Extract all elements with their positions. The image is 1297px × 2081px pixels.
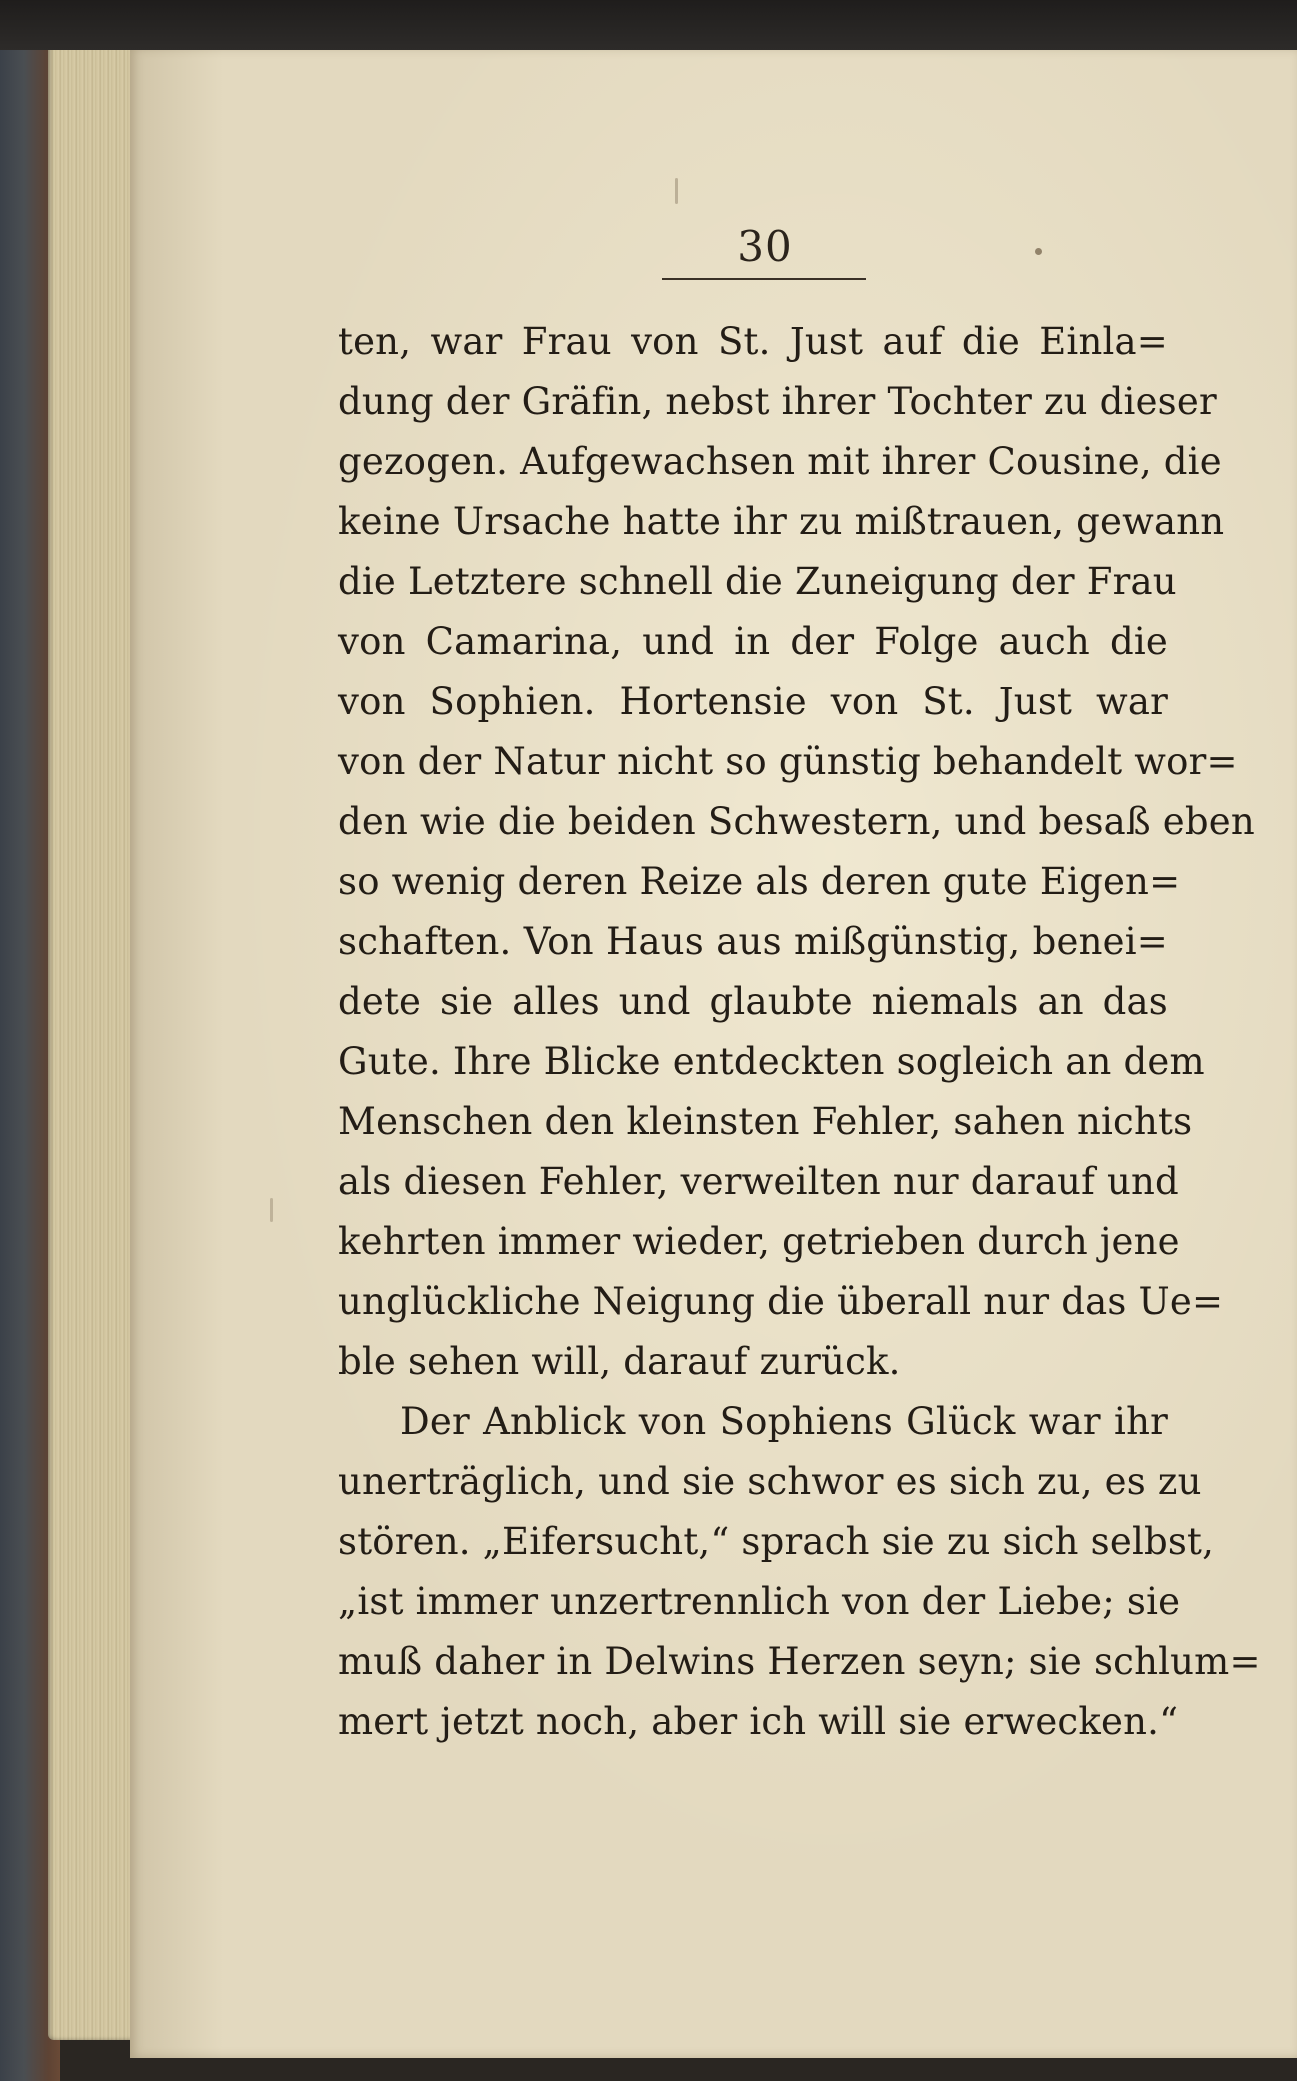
- text-line: schaften. Von Haus aus mißgünstig, benei=: [338, 920, 1168, 963]
- text-line: Gute. Ihre Blicke entdeckten sogleich an dem: [338, 1040, 1205, 1083]
- paper-speck: [270, 1198, 273, 1222]
- text-line: unerträglich, und sie schwor es sich zu, es zu: [338, 1460, 1202, 1503]
- text-line: Menschen den kleinsten Fehler, sahen nichts: [338, 1100, 1193, 1143]
- text-line: von der Natur nicht so günstig behandelt wor=: [338, 740, 1238, 783]
- body-text: [338, 312, 1261, 1752]
- text-line: stören. „Eifersucht,“ sprach sie zu sich selbst,: [338, 1520, 1215, 1563]
- text-line: dete sie alles und glaubte niemals an das: [338, 980, 1168, 1023]
- page-number-rule: [662, 278, 866, 280]
- text-line: Der Anblick von Sophiens Glück war ihr: [400, 1400, 1168, 1443]
- text-line: unglückliche Neigung die überall nur das Ue=: [338, 1280, 1224, 1323]
- text-line: „ist immer unzertrennlich von der Liebe; sie: [338, 1580, 1181, 1623]
- paper-speck: [675, 178, 678, 204]
- text-line: dung der Gräfin, nebst ihrer Tochter zu dieser: [338, 380, 1217, 423]
- text-line: von Sophien. Hortensie von St. Just war: [338, 680, 1168, 723]
- scan-top-band: [0, 0, 1297, 50]
- text-line: ten, war Frau von St. Just auf die Einla=: [338, 320, 1168, 363]
- text-line: den wie die beiden Schwestern, und besaß eben: [338, 800, 1255, 843]
- text-line: keine Ursache hatte ihr zu mißtrauen, gewann: [338, 500, 1225, 543]
- text-line: von Camarina, und in der Folge auch die: [338, 620, 1168, 663]
- paper-speck: [1035, 248, 1042, 255]
- text-line: mert jetzt noch, aber ich will sie erwecken.“: [338, 1700, 1179, 1743]
- text-line: die Letztere schnell die Zuneigung der Frau: [338, 560, 1177, 603]
- text-line: kehrten immer wieder, getrieben durch jene: [338, 1220, 1180, 1263]
- text-line: so wenig deren Reize als deren gute Eigen=: [338, 860, 1181, 903]
- page-number: 30: [737, 222, 793, 271]
- text-line: als diesen Fehler, verweilten nur darauf und: [338, 1160, 1179, 1203]
- text-line: muß daher in Delwins Herzen seyn; sie schlum=: [338, 1640, 1261, 1683]
- text-line: ble sehen will, darauf zurück.: [338, 1340, 901, 1383]
- text-line: gezogen. Aufgewachsen mit ihrer Cousine, die: [338, 440, 1222, 483]
